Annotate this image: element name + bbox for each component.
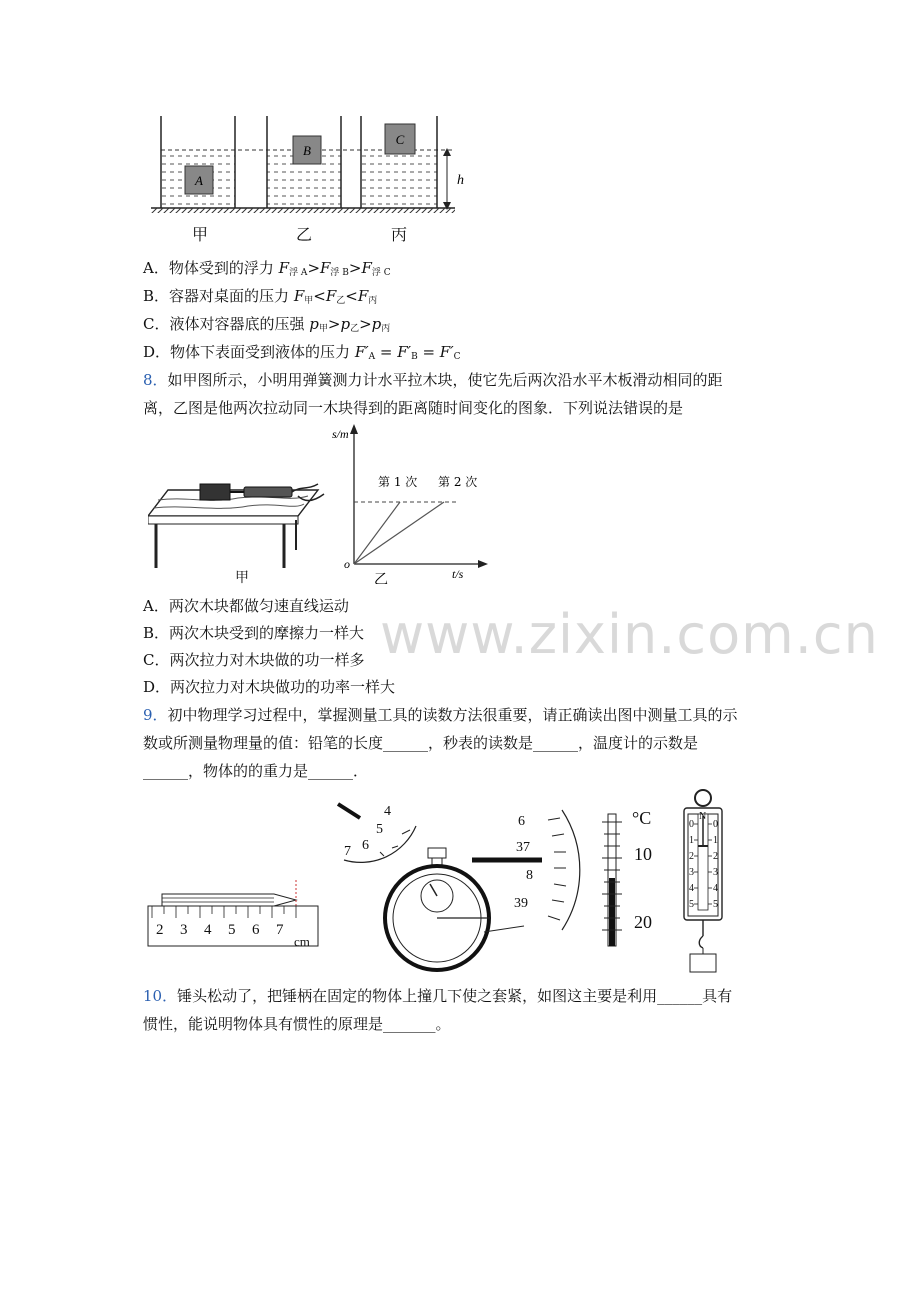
q10-line2: 惯性，能说明物体具有惯性的原理是_______。: [143, 1015, 451, 1033]
q10-line1: 10．锤头松动了，把锤柄在固定的物体上撞几下使之套紧，如图这主要是利用______具有: [143, 987, 733, 1005]
svg-text:h: h: [457, 173, 464, 188]
svg-text:o: o: [344, 557, 350, 571]
q9-line2: 数或所测量物理量的值：铅笔的长度______，秒表的读数是______，温度计的示数是: [143, 734, 699, 752]
stopwatch-figure: [334, 800, 584, 972]
q7-option-a: A．物体受到的浮力 $F_{浮 A}>F_{浮 B}>F_{浮 C}$: [143, 259, 391, 278]
q9-line1: 9．初中物理学习过程中，掌握测量工具的读数方法很重要，请正确读出图中测量工具的示: [143, 706, 738, 724]
svg-text:第 2 次: 第 2 次: [438, 475, 478, 489]
q8-option-d: D．两次拉力对木块做功的功率一样大: [143, 678, 396, 696]
q9-number: 9．: [143, 706, 168, 724]
q7-option-c: C．液体对容器底的压强 $p_甲>p_乙>p_丙$: [143, 315, 391, 334]
svg-text:乙: 乙: [374, 572, 388, 584]
svg-text:t/s: t/s: [452, 567, 464, 581]
distance-time-graph: [330, 422, 490, 584]
svg-text:第 1 次: 第 1 次: [378, 475, 418, 489]
label-jia: 甲: [192, 225, 209, 244]
label-yi: 乙: [296, 225, 313, 244]
q8-number: 8．: [143, 371, 168, 389]
series-2-line: [354, 502, 444, 564]
svg-text:A: A: [195, 173, 203, 188]
series-1-line: [354, 502, 400, 564]
spring-scale-table-figure: [148, 470, 338, 570]
q7-option-d: D．物体下表面受到液体的压力 $F'_A = F'_B = F'_C$: [143, 343, 461, 362]
q8-option-a: A．两次木块都做匀速直线运动: [143, 597, 349, 615]
q9-line3: ______，物体的的重力是______．: [143, 762, 369, 780]
q8-option-b: B．两次木块受到的摩擦力一样大: [143, 624, 365, 642]
label-bing: 丙: [391, 225, 408, 244]
fig8-label-jia: 甲: [235, 570, 249, 586]
watermark: www.zixin.com.cn: [380, 603, 879, 666]
q8-line2: 离，乙图是他两次拉动同一木块得到的距离随时间变化的图象．下列说法错误的是: [143, 399, 684, 417]
q8-line1: 8．如甲图所示，小明用弹簧测力计水平拉木块，使它先后两次沿水平木板滑动相同的距: [143, 371, 723, 389]
svg-text:B: B: [303, 143, 311, 158]
svg-text:s/m: s/m: [332, 427, 349, 441]
q8-option-c: C．两次拉力对木块做的功一样多: [143, 651, 365, 669]
svg-text:C: C: [395, 132, 405, 147]
q10-number: 10．: [143, 987, 178, 1005]
q7-option-b: B．容器对桌面的压力 $F_甲<F_乙<F_丙$: [143, 287, 378, 306]
